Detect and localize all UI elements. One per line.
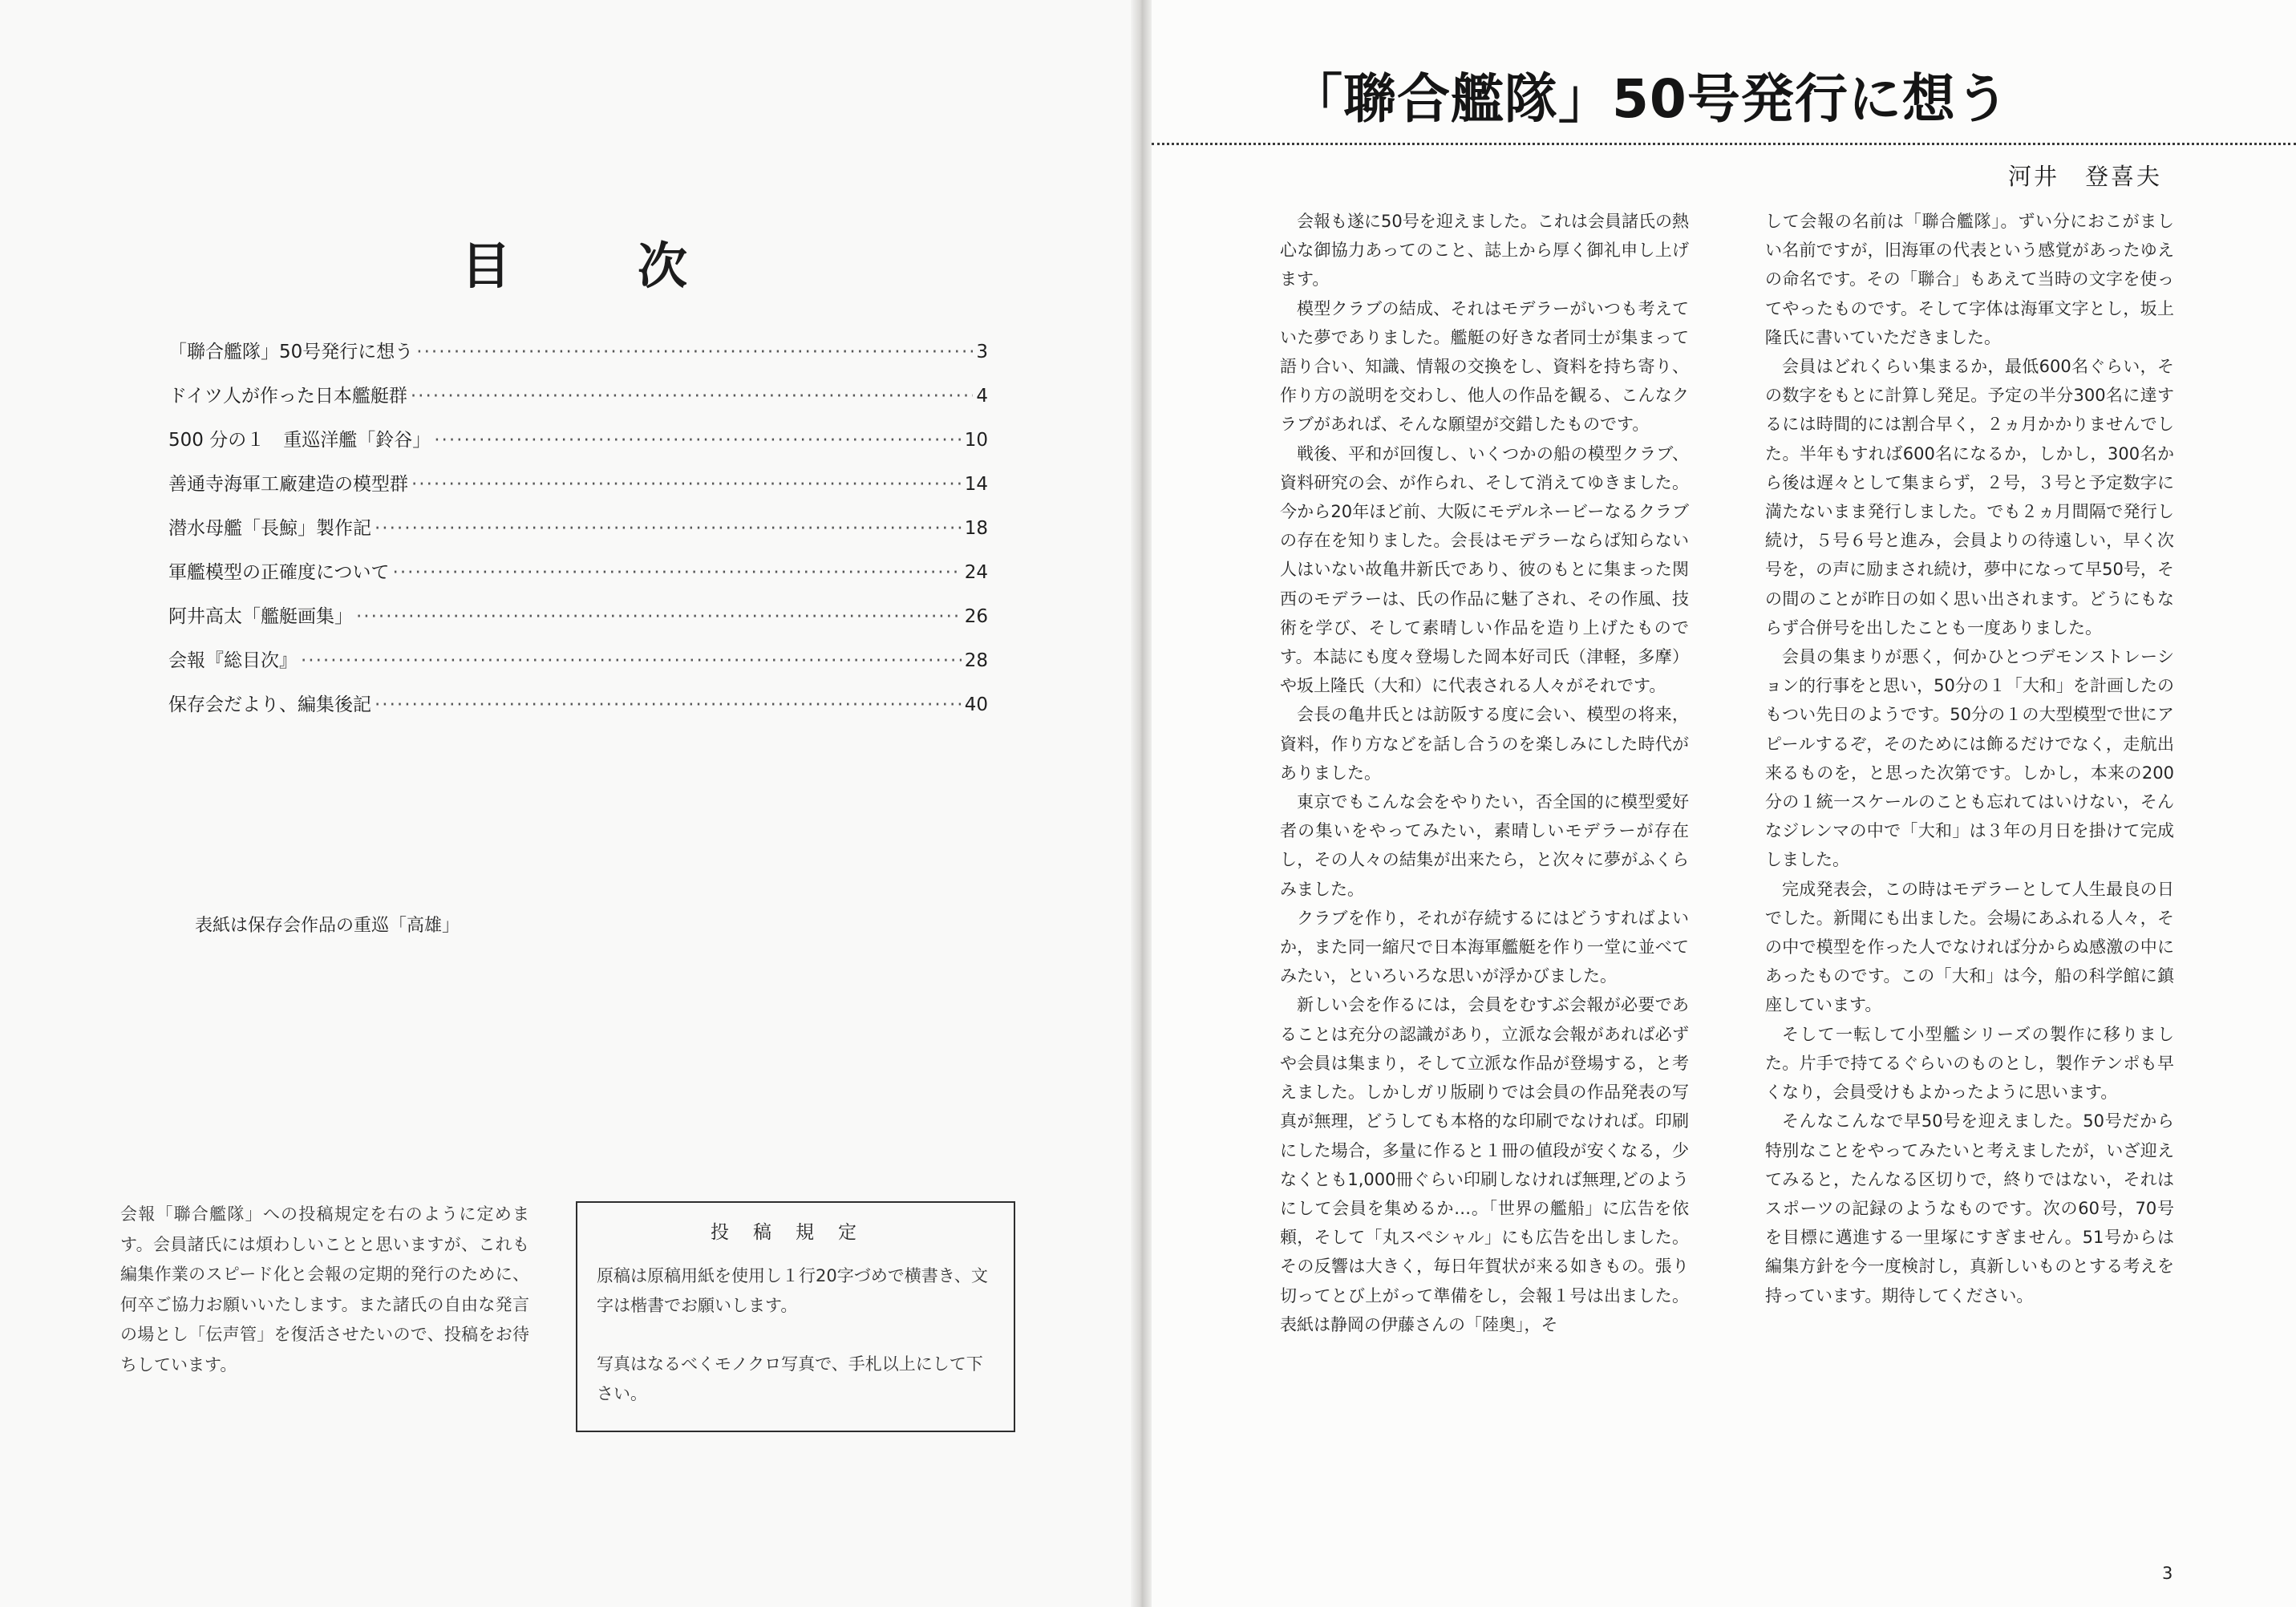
toc-item-page: 10	[964, 430, 988, 451]
toc-item[interactable]	[168, 425, 988, 469]
toc-item-page: 24	[964, 562, 988, 583]
toc-item-title: 善通寺海軍工廠建造の模型群	[168, 474, 408, 495]
article-paragraph: 会員の集まりが悪く，何かひとつデモンストレーション的行事をと思い，50分の１「大和」を計画したのもつい先日のようです。50分の１の大型模型で世にアピールするぞ，そのためには飾るだけでなく，走航出来るものを，と思った次第です。しかし，本来の200分の１統一スケールのことも忘れてはいけない，そんなジレンマの中で「大和」は３年の月日を掛けて完成しました。	[1765, 647, 2174, 870]
article-paragraph: そんなこんなで早50号を迎えました。50号だから特別なことをやってみたいと考えましたが，いざ迎えてみると，たんなる区切りで，終りではない，それはスポーツの記録のようなものです。次の60号，70号を目標に邁進する一里塚にすぎません。51号からは編集方針を今一度検討し，真新しいものとする考えを持っています。期待してください。	[1765, 1111, 2174, 1305]
toc-leader	[375, 694, 962, 715]
toc-leader	[393, 562, 962, 583]
cover-note: 表紙は保存会作品の重巡「高雄」	[195, 916, 460, 936]
toc-item[interactable]	[168, 646, 988, 690]
article-paragraph: 完成発表会，この時はモデラーとして人生最良の日でした。新聞にも出ました。会場にあふれる人々，その中で模型を作った人でなければ分からぬ感激の中にあったものです。この「大和」は今，船の科学館に鎮座しています。	[1765, 879, 2174, 1015]
toc-item-title: 「聯合艦隊」50号発行に想う	[168, 342, 414, 362]
rules-paragraph: 原稿は原稿用紙を使用し１行20字づめで横書き、文字は楷書でお願いします。	[597, 1266, 988, 1315]
toc-item-title: 軍艦模型の正確度について	[168, 562, 390, 583]
toc-item-page: 40	[964, 694, 988, 715]
toc-item-title: 阿井高太「艦艇画集」	[168, 606, 353, 627]
toc-leader	[301, 650, 962, 671]
toc-leader	[411, 474, 962, 495]
left-page	[0, 0, 1131, 1607]
toc-item-page: 14	[964, 474, 988, 495]
toc-item[interactable]	[168, 601, 988, 646]
toc-item-page: 3	[976, 342, 988, 362]
article-paragraph: 会報も遂に50号を迎えました。これは会員諸氏の熱心な御協力あってのこと、誌上から厚く御礼申し上げます。	[1280, 212, 1689, 289]
toc-item[interactable]	[168, 513, 988, 557]
toc-leader	[375, 518, 962, 539]
toc-title: 目 次	[460, 237, 726, 295]
toc-item[interactable]	[168, 469, 988, 513]
article-paragraph: 会長の亀井氏とは訪阪する度に会い、模型の将来，資料，作り方などを話し合うのを楽しみにした時代がありました。	[1280, 705, 1689, 783]
article-paragraph: 模型クラブの結成、それはモデラーがいつも考えていた夢でありました。艦艇の好きな者同士が集まって語り合い、知識、情報の交換をし、資料を持ち寄り、作り方の説明を交わし、他人の作品を観る、こんなクラブがあれば、そんな願望が交錯したものです。	[1280, 298, 1689, 435]
article-title: 「聯合艦隊」50号発行に想う	[1290, 68, 2010, 130]
toc-item[interactable]	[168, 381, 988, 425]
page-number: 3	[2162, 1564, 2173, 1583]
article-paragraph: そして一転して小型艦シリーズの製作に移りました。片手で持てるぐらいのものとし，製作テンポも早くなり，会員受けもよかったように思います。	[1765, 1024, 2174, 1103]
book-gutter	[1131, 0, 1152, 1607]
article-paragraph: 戦後、平和が回復し、いくつかの船の模型クラブ、資料研究の会、が作られ、そして消えてゆきました。今から20年ほど前、大阪にモデルネービーなるクラブの存在を知りました。会長はモデラーならば知らない人はいない故亀井新氏であり、彼のもとに集まった関西のモデラーは、氏の作品に魅了され、その作風、技術を学び、そして素晴しい作品を造り上げたものです。本誌にも度々登場した岡本好司氏（津軽，多摩）や坂上隆氏（大和）に代表される人々がそれです。	[1280, 443, 1689, 696]
toc-item[interactable]	[168, 690, 988, 734]
toc-item[interactable]	[168, 557, 988, 601]
toc-leader	[434, 430, 962, 451]
article-paragraph: 新しい会を作るには，会員をむすぶ会報が必要であることは充分の認識があり，立派な会報があれば必ずや会員は集まり，そして立派な作品が登場する，と考えました。しかしガリ版刷りでは会員の作品発表の写真が無理，どうしても本格的な印刷でなければ。印刷にした場合，多量に作ると１冊の値段が安くなる，少なくとも1,000冊ぐらい印刷しなければ無理,どのようにして会員を集めるか…。「世界の艦船」に広告を依頼，そして「丸スペシャル」にも広告を出しました。その反響は大きく，毎日年賀状が来る如きもの。張り切ってとび上がって準備をし，会報１号は出ました。表紙は静岡の伊藤さんの「陸奥」，そ	[1280, 995, 1689, 1334]
toc-item-page: 28	[964, 650, 988, 671]
toc-item-title: 会報『総目次』	[168, 650, 298, 671]
toc-leader	[411, 386, 974, 407]
toc-item-title: ドイツ人が作った日本艦艇群	[168, 386, 407, 407]
toc-item-title: 保存会だより、編集後記	[168, 694, 371, 715]
table-of-contents	[168, 337, 988, 734]
article-paragraph: して会報の名前は「聯合艦隊」。ずい分におこがましい名前ですが，旧海軍の代表という感覚があったゆえの命名です。その「聯合」もあえて当時の文字を使ってやったものです。そして字体は海軍文字とし，坂上隆氏に書いていただきました。	[1765, 212, 2174, 347]
article-column-2	[1765, 207, 2174, 1310]
submission-rules-box	[576, 1201, 1015, 1432]
rules-title: 投稿規定	[711, 1222, 881, 1243]
toc-item-page: 26	[964, 606, 988, 627]
toc-leader	[356, 606, 962, 627]
article-paragraph: 会員はどれくらい集まるか，最低600名ぐらい，その数字をもとに計算し発足。予定の半分300名に達するには時間的には割合早く，２ヵ月かかりませんでした。半年もすれば600名になるか，しかし，300名から後は遅々として集まらず，２号，３号と予定数字に満たないまま発行しました。でも２ヵ月間隔で発行し続け，５号６号と進み，会員よりの待遠しい，早く次号を，の声に励まされ続け，夢中になって早50号，その間のことが昨日の如く思い出されます。どうにもならず合併号を出したことも一度ありました。	[1765, 357, 2174, 638]
submission-intro: 会報「聯合艦隊」への投稿規定を右のように定めます。会員諸氏には煩わしいことと思いますが、これも編集作業のスピード化と会報の定期的発行のために、何卒ご協力お願いいたします。また諸氏の自由な発言の場とし「伝声管」を復活させたいので、投稿をお待ちしています。	[120, 1204, 529, 1374]
toc-item-page: 4	[976, 386, 988, 407]
toc-item-title: 500 分の１ 重巡洋艦「鈴谷」	[168, 430, 431, 451]
toc-item[interactable]	[168, 337, 988, 381]
toc-item-page: 18	[964, 518, 988, 539]
article-paragraph: 東京でもこんな会をやりたい，否全国的に模型愛好者の集いをやってみたい，素晴しいモデラーが存在し，その人々の結集が出来たら，と次々に夢がふくらみました。	[1280, 792, 1689, 899]
rules-paragraph: 写真はなるべくモノクロ写真で、手札以上にして下さい。	[597, 1354, 983, 1403]
article-author: 河井 登喜夫	[2008, 163, 2163, 190]
title-divider	[1152, 143, 2296, 145]
article-paragraph: クラブを作り，それが存続するにはどうすればよいか，また同一縮尺で日本海軍艦艇を作り一堂に並べてみたい，といろいろな思いが浮かびました。	[1280, 908, 1689, 986]
toc-leader	[416, 342, 973, 362]
article-column-1	[1280, 207, 1689, 1339]
toc-item-title: 潜水母艦「長鯨」製作記	[168, 518, 371, 539]
